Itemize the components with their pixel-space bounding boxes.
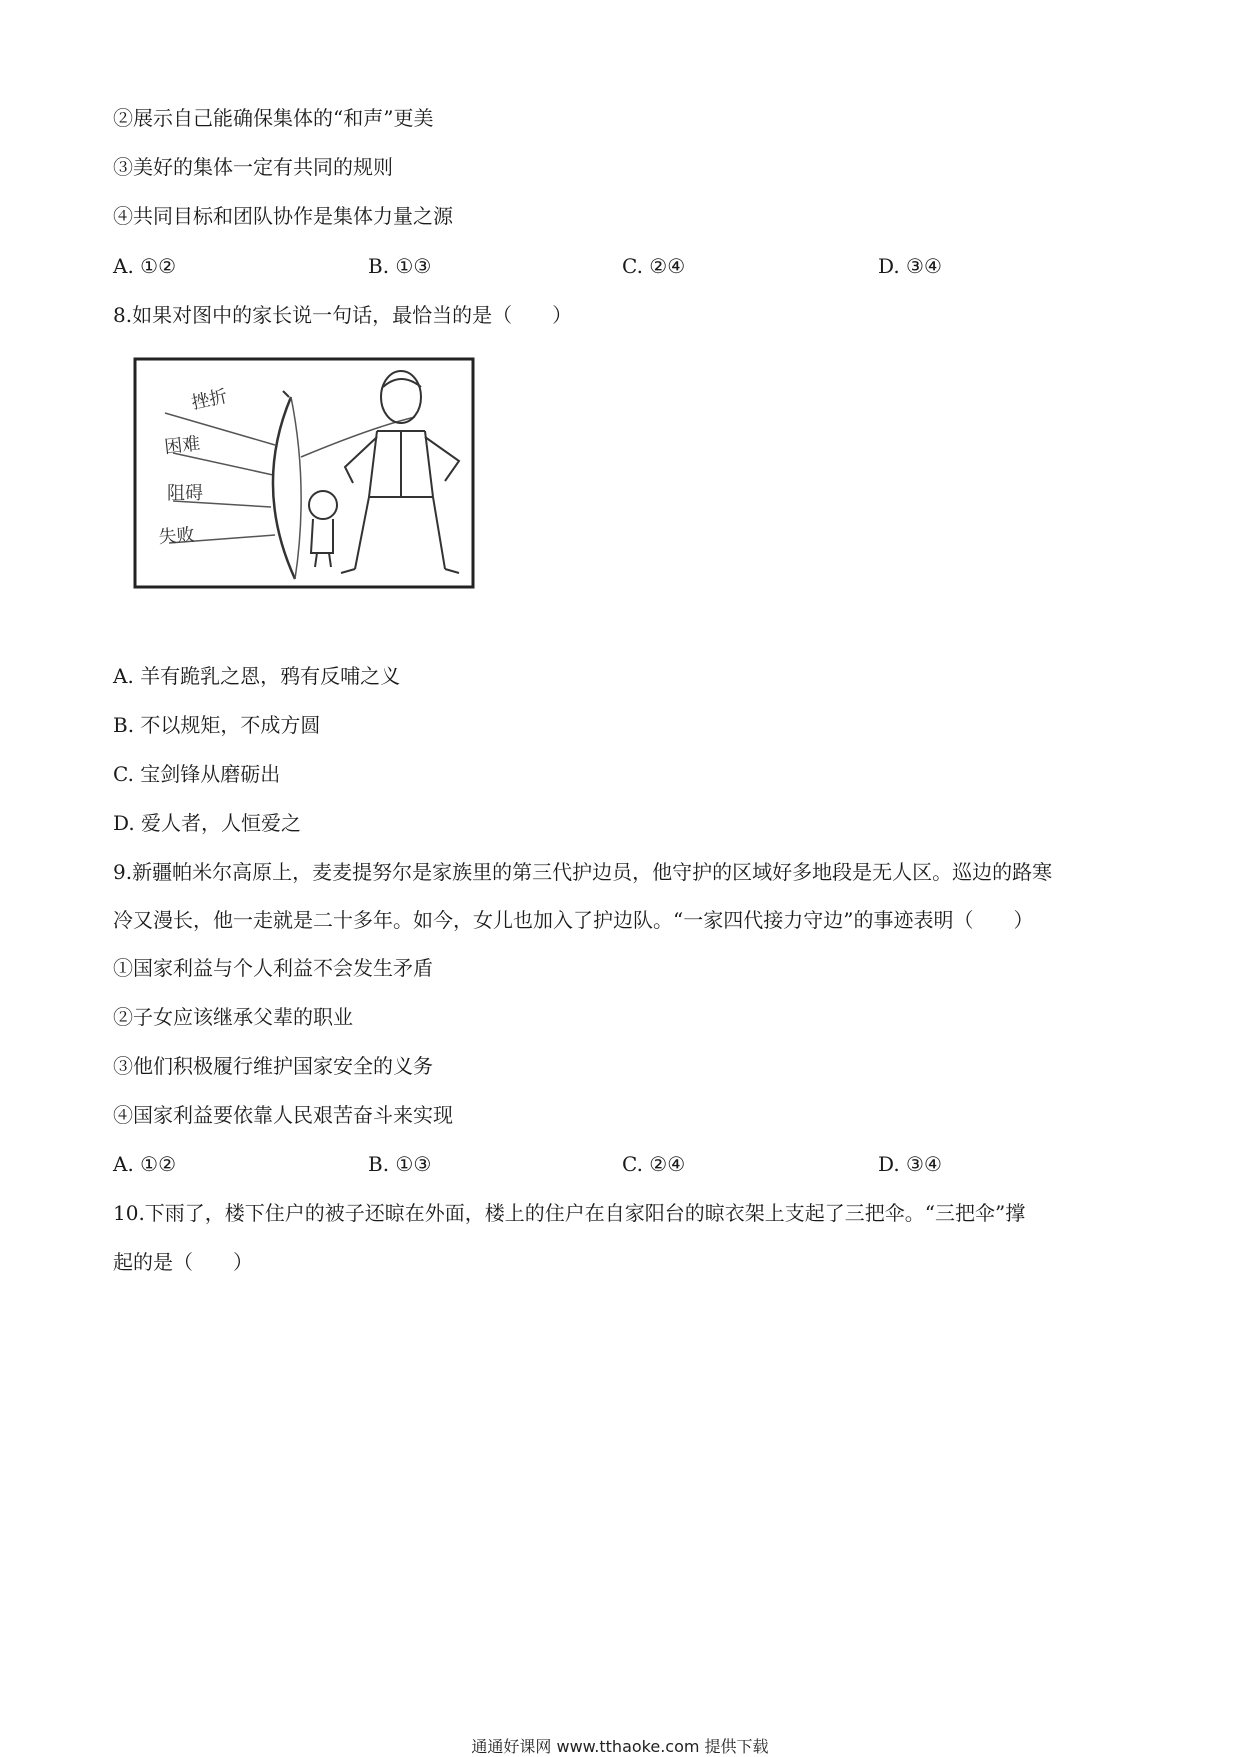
label-failure: 失败 bbox=[157, 524, 196, 548]
q8-cartoon bbox=[133, 357, 475, 589]
q10-stem-line-1: 10.下雨了，楼下住户的被子还晾在外面，楼上的住户在自家阳台的晾衣架上支起了三把伞。“三把伞”撑 bbox=[113, 1201, 1026, 1225]
q9-stem-line-2: 冷又漫长，他一走就是二十多年。如今，女儿也加入了护边队。“一家四代接力守边”的事迹表明（ ） bbox=[113, 908, 1034, 932]
q9-item-4: ④国家利益要依靠人民艰苦奋斗来实现 bbox=[113, 1103, 453, 1127]
q7-item-2: ②展示自己能确保集体的“和声”更美 bbox=[113, 106, 434, 130]
label-setback: 挫折 bbox=[189, 385, 230, 414]
q9-stem-line-1: 9.新疆帕米尔高原上，麦麦提努尔是家族里的第三代护边员，他守护的区域好多地段是无人区。巡边的路寒 bbox=[113, 860, 1053, 884]
q9-option-c: C. ②④ bbox=[622, 1152, 686, 1176]
q7-option-c: C. ②④ bbox=[622, 254, 686, 278]
q9-item-3: ③他们积极履行维护国家安全的义务 bbox=[113, 1054, 433, 1078]
q9-option-a: A. ①② bbox=[113, 1152, 177, 1176]
q8-option-c: C. 宝剑锋从磨砺出 bbox=[113, 762, 281, 786]
q7-item-4: ④共同目标和团队协作是集体力量之源 bbox=[113, 204, 453, 228]
q7-option-d: D. ③④ bbox=[878, 254, 942, 278]
q8-option-d: D. 爱人者，人恒爱之 bbox=[113, 811, 302, 835]
page-footer: 通通好课网 www.tthaoke.com 提供下载 bbox=[471, 1737, 769, 1756]
q9-option-b: B. ①③ bbox=[368, 1152, 432, 1176]
parent-umbrella-cartoon bbox=[133, 357, 475, 589]
label-difficulty: 困难 bbox=[163, 433, 202, 458]
q8-stem: 8.如果对图中的家长说一句话，最恰当的是（ ） bbox=[113, 303, 573, 327]
label-obstacle: 阻碍 bbox=[167, 483, 203, 504]
q8-option-a: A. 羊有跪乳之恩，鸦有反哺之义 bbox=[113, 664, 401, 688]
q9-option-d: D. ③④ bbox=[878, 1152, 942, 1176]
q7-option-a: A. ①② bbox=[113, 254, 177, 278]
q10-stem-line-2: 起的是（ ） bbox=[113, 1250, 253, 1274]
q9-item-2: ②子女应该继承父辈的职业 bbox=[113, 1005, 353, 1029]
q7-item-3: ③美好的集体一定有共同的规则 bbox=[113, 155, 393, 179]
q9-item-1: ①国家利益与个人利益不会发生矛盾 bbox=[113, 956, 433, 980]
q7-option-b: B. ①③ bbox=[368, 254, 432, 278]
q8-option-b: B. 不以规矩，不成方圆 bbox=[113, 713, 321, 737]
